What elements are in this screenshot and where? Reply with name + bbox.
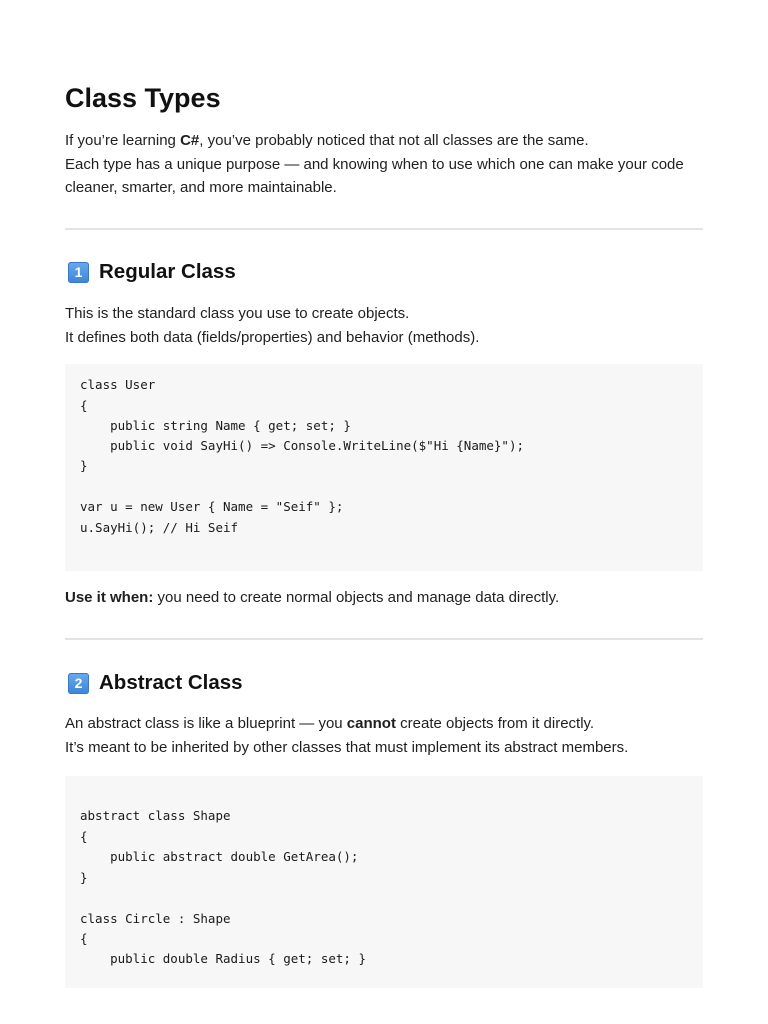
- intro-line-1: If you’re learning C#, you’ve probably noticed that not all classes are the same.: [65, 132, 589, 149]
- code-line: class User: [80, 377, 156, 392]
- section-heading-text: Abstract Class: [99, 671, 243, 694]
- divider: [65, 638, 703, 640]
- intro-line-2: Each type has a unique purpose — and knowing when to use which one can make your code cleaner, smarter, and more maintainable.: [65, 155, 684, 196]
- code-line: abstract class Shape: [80, 808, 231, 823]
- code-line: public void SayHi() => Console.WriteLine($"Hi {Name}");: [80, 438, 525, 453]
- code-line: }: [80, 869, 88, 885]
- page-title: Class Types: [65, 83, 221, 113]
- cannot-bold: cannot: [346, 715, 396, 732]
- section-description: An abstract class is like a blueprint — you cannot create objects from it directly. It’s meant to be inherited by other classes that must implement its abstract members.: [65, 715, 629, 756]
- code-line: {: [80, 397, 88, 413]
- code-block-regular-class: [65, 364, 703, 571]
- section-heading-text: Regular Class: [99, 260, 236, 283]
- number-1-badge-icon: 1: [68, 262, 89, 283]
- csharp-bold: C#: [180, 132, 200, 149]
- code-line: public abstract double GetArea();: [80, 849, 359, 864]
- usage-text: you need to create normal objects and manage data directly.: [153, 589, 560, 606]
- code-line: class Circle : Shape: [80, 910, 231, 926]
- number-2-badge-icon: 2: [68, 673, 89, 694]
- code-line: public string Name { get; set; }: [80, 418, 351, 433]
- usage-note: [65, 586, 559, 609]
- code-line: {: [80, 931, 88, 946]
- divider: [65, 228, 703, 230]
- code-block-abstract-class: [65, 776, 703, 988]
- intro-paragraph: [65, 129, 703, 200]
- usage-label: Use it when:: [65, 589, 154, 606]
- code-line: }: [80, 458, 88, 473]
- code-line: var u = new User { Name = "Seif" };: [80, 499, 344, 514]
- section-heading-regular-class: [68, 258, 236, 286]
- code-line: u.SayHi(); // Hi Seif: [80, 520, 239, 535]
- section-description: This is the standard class you use to create objects. It defines both data (fields/properties) and behavior (methods).: [65, 305, 480, 346]
- section-heading-abstract-class: [68, 669, 243, 697]
- code-line: public double Radius { get; set; }: [80, 951, 366, 966]
- code-line: {: [80, 829, 88, 844]
